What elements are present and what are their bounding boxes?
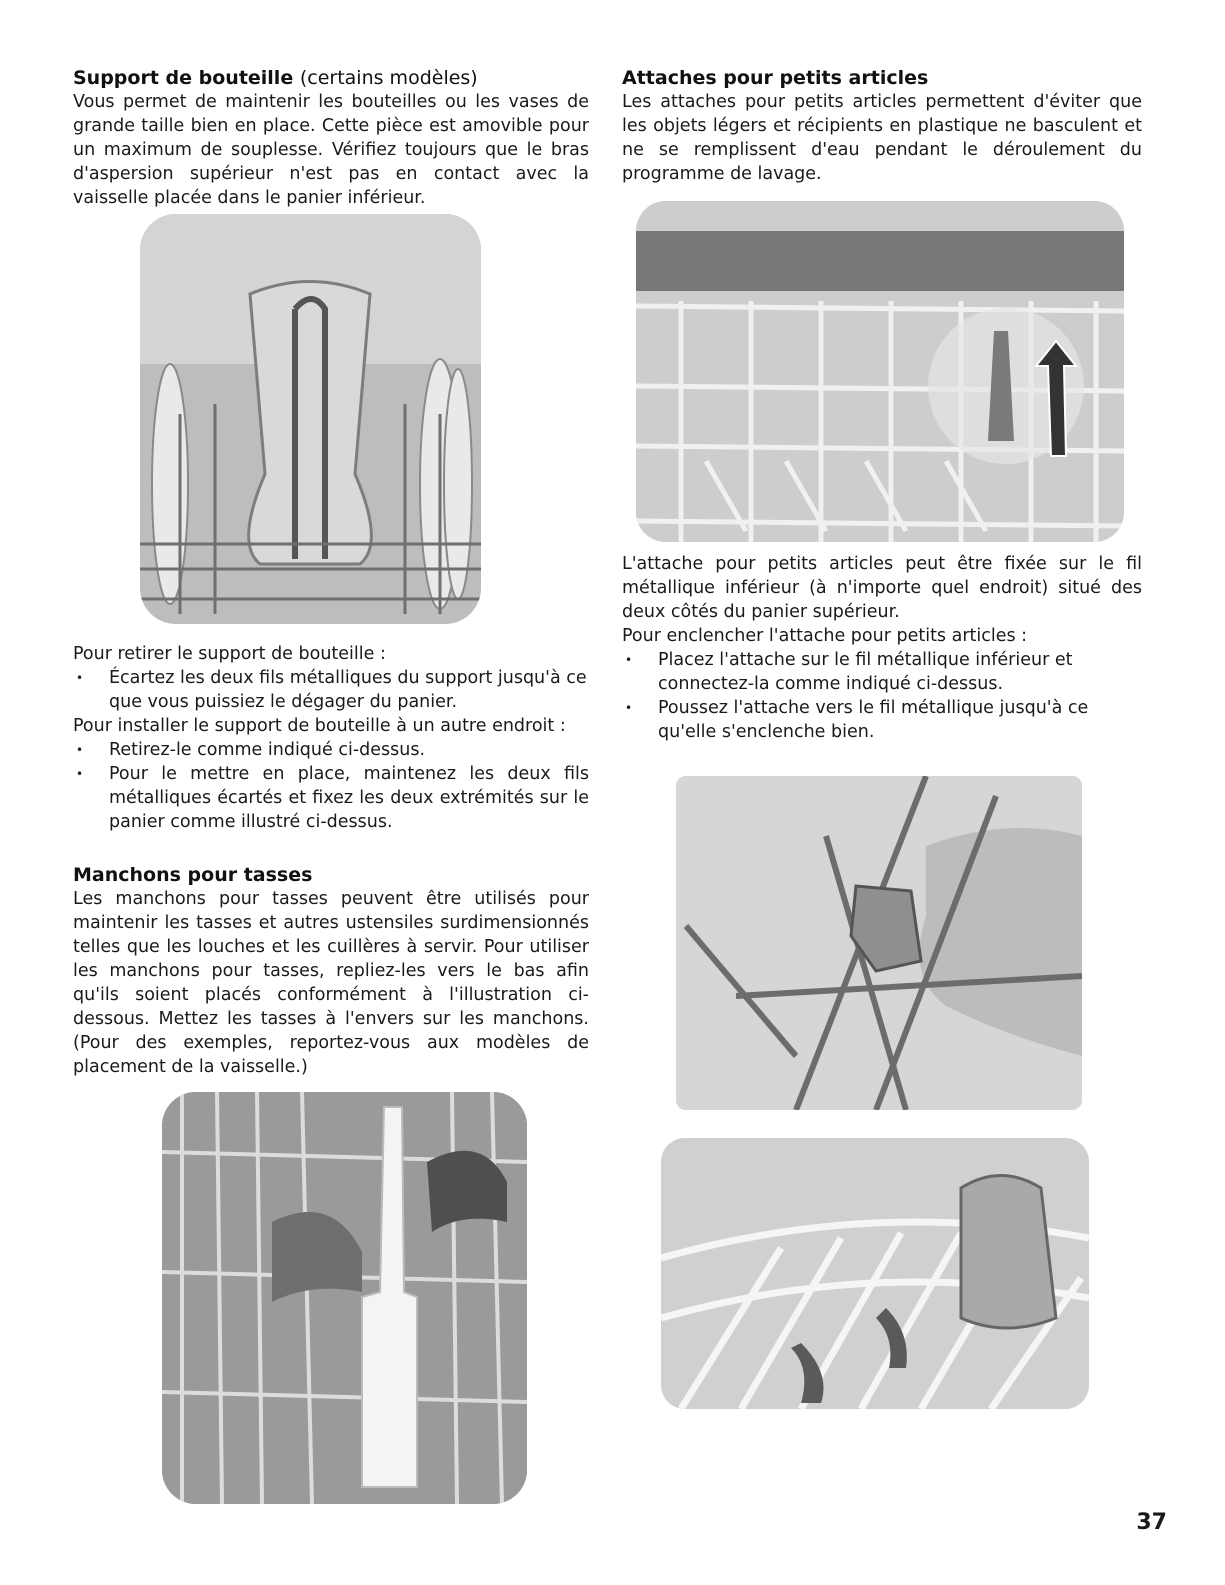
remove-intro: Pour retirer le support de bouteille : xyxy=(73,644,386,664)
heading-models-note: (certains modèles) xyxy=(299,67,478,89)
small-item-clip-caption: L'attache pour petits articles peut être fixée sur le fil métallique inférieur (à n'importe quel endroit) situé des deux côtés du panier supérieur. xyxy=(622,554,1142,622)
bottle-support-photo xyxy=(140,214,481,624)
cup-shelves-description: Les manchons pour tasses peuvent être utilisés pour maintenir les tasses et autres ustensiles surdimensionnés telles que les louches et les cuillères à servir. Pour utiliser les manchons pour tasses, repliez-les vers le bas afin qu'ils soient placés conformément à l'illustration ci-dessous. Mettez les tasses à l'envers sur les manchons. (Pour des exemples, reportez-vous aux modèles de placement de la vaisselle.) xyxy=(73,889,589,1077)
list-item: • Retirez-le comme indiqué ci-dessus. xyxy=(73,738,589,762)
section-heading-bottle-support xyxy=(73,66,589,90)
bottle-support-instructions xyxy=(73,642,589,834)
engage-intro: Pour enclencher l'attache pour petits articles : xyxy=(622,626,1028,646)
list-item: • Poussez l'attache vers le fil métallique jusqu'à ce qu'elle s'enclenche bien. xyxy=(622,696,1142,744)
heading-bold: Support de bouteille xyxy=(73,67,294,89)
small-item-clips-description: Les attaches pour petits articles permettent d'éviter que les objets légers et récipients en plastique ne basculent et ne se remplissent d'eau pendant le déroulement du programme de lavage. xyxy=(622,92,1142,184)
page-number: 37 xyxy=(1136,1510,1167,1535)
install-steps-list xyxy=(73,738,589,834)
list-item: • Pour le mettre en place, maintenez les deux fils métalliques écartés et fixez les deux extrémités sur le panier comme illustré ci-dessus. xyxy=(73,762,589,834)
left-column xyxy=(73,66,589,210)
right-column xyxy=(622,66,1142,186)
remove-steps-list xyxy=(73,666,589,714)
section-heading-cup-shelves: Manchons pour tasses xyxy=(73,864,313,886)
bottle-support-description: Vous permet de maintenir les bouteilles ou les vases de grande taille bien en place. Cette pièce est amovible pour un maximum de souplesse. Vérifiez toujours que le bras d'aspersion supérieur n'est pas en contact avec la vaisselle placée dans le panier inférieur. xyxy=(73,92,589,208)
install-intro: Pour installer le support de bouteille à un autre endroit : xyxy=(73,716,566,736)
list-item: • Placez l'attache sur le fil métallique inférieur et connectez-la comme indiqué ci-dessus. xyxy=(622,648,1142,696)
small-item-clip-rack-photo xyxy=(636,201,1124,542)
engage-steps-list xyxy=(622,648,1142,744)
small-item-clips-rack-photo xyxy=(661,1138,1089,1409)
section-heading-small-item-clips: Attaches pour petits articles xyxy=(622,67,929,89)
clip-attach-hand-photo xyxy=(676,776,1082,1110)
cup-shelves-photo xyxy=(162,1092,527,1504)
cup-shelves-section xyxy=(73,863,589,1079)
small-item-clips-instructions xyxy=(622,552,1142,744)
list-item: • Écartez les deux fils métalliques du support jusqu'à ce que vous puissiez le dégager du panier. xyxy=(73,666,589,714)
